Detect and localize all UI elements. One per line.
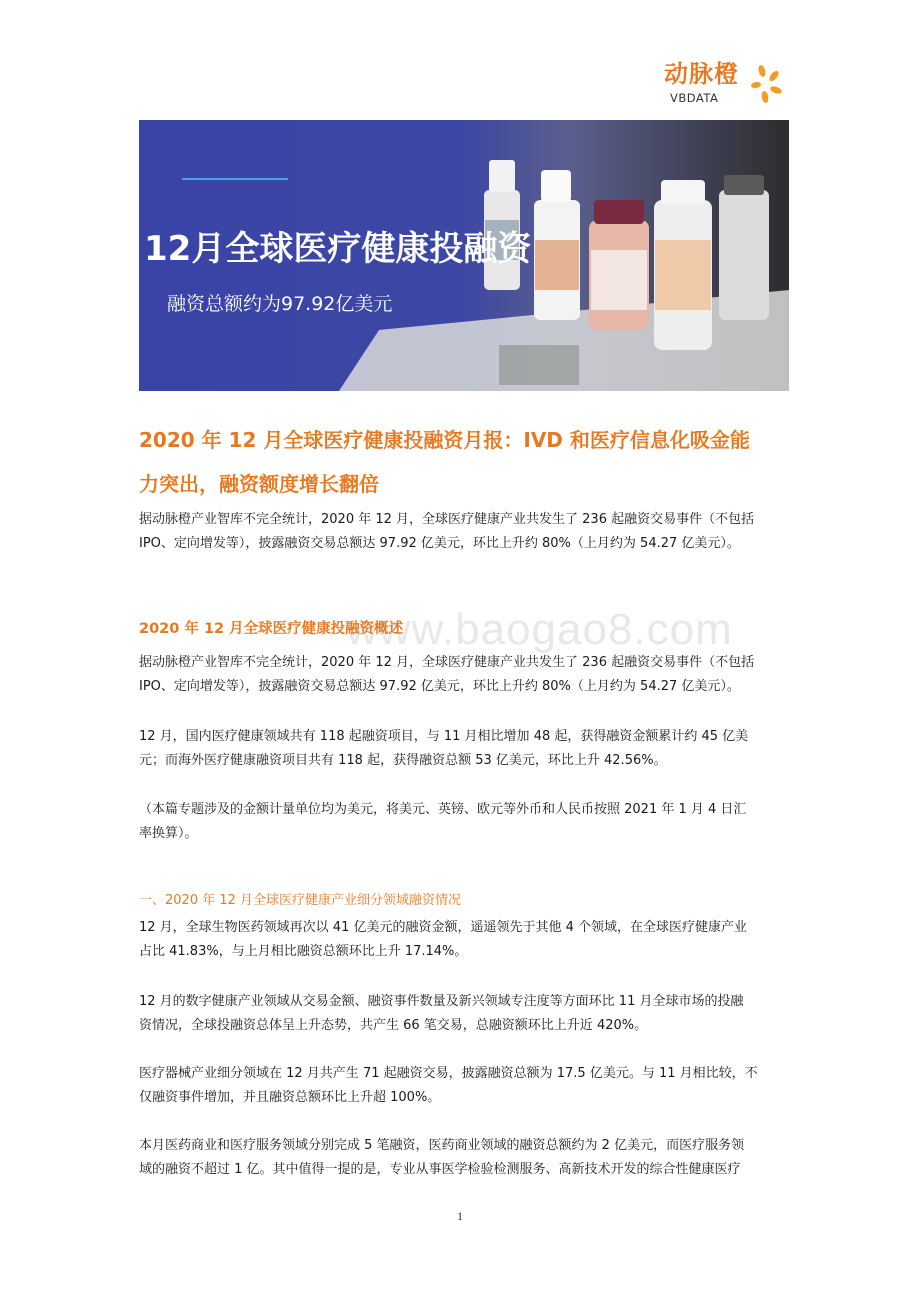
segments-paragraph-4 [139,1134,789,1182]
overview-paragraph-1 [139,651,789,699]
banner-title: 12月全球医疗健康投融资 [144,229,532,269]
text-line: 域的融资不超过 1 亿。其中值得一提的是，专业从事医学检验检测服务、高新技术开发的综合性健康医疗 [139,1162,741,1177]
logo-name: 动脉橙 [664,60,739,88]
segments-paragraph-1 [139,916,789,964]
overview-paragraph-2 [139,725,789,773]
text-line: 本月医药商业和医疗服务领域分别完成 5 笔融资，医药商业领域的融资总额约为 2 亿美元，而医疗服务领 [139,1138,745,1153]
text-line: 仅融资事件增加，并且融资总额环比上升超 100%。 [139,1090,441,1105]
section-heading-segments: 一、2020 年 12 月全球医疗健康产业细分领域融资情况 [139,893,462,908]
banner-image [139,120,789,391]
segments-paragraph-2 [139,990,789,1038]
text-line: IPO、定向增发等），披露融资交易总额达 97.92 亿美元，环比上升约 80%（上月约为 54.27 亿美元）。 [139,536,740,551]
page-number: 1 [457,1209,463,1223]
intro-paragraph [139,508,789,556]
logo-name-en: VBDATA [670,91,719,105]
watermark: www.baogao8.com [346,605,733,654]
report-title-line-1: 2020 年 12 月全球医疗健康投融资月报：IVD 和医疗信息化吸金能 [139,428,750,452]
segments-paragraph-3 [139,1062,789,1110]
text-line: 12 月的数字健康产业领域从交易金额、融资事件数量及新兴领域专注度等方面环比 11 月全球市场的投融 [139,994,744,1009]
section-heading-overview: 2020 年 12 月全球医疗健康投融资概述 [139,621,404,637]
text-line: 率换算）。 [139,826,198,841]
text-line: 元；而海外医疗健康融资项目共有 118 起，获得融资总额 53 亿美元，环比上升 42.56%。 [139,753,667,768]
text-line: IPO、定向增发等），披露融资交易总额达 97.92 亿美元，环比上升约 80%（上月约为 54.27 亿美元）。 [139,679,740,694]
text-line: 12 月，国内医疗健康领域共有 118 起融资项目，与 11 月相比增加 48 起，获得融资金额累计约 45 亿美 [139,729,749,744]
banner-subtitle: 融资总额约为97.92亿美元 [167,293,393,315]
overview-paragraph-3 [139,798,789,846]
report-title-line-2: 力突出，融资额度增长翻倍 [139,472,379,496]
banner-accent-line [182,178,288,180]
logo-petal-icon [750,64,784,104]
text-line: （本篇专题涉及的金额计量单位均为美元，将美元、英镑、欧元等外币和人民币按照 2021 年 1 月 4 日汇 [139,802,747,817]
text-line: 医疗器械产业细分领域在 12 月共产生 71 起融资交易，披露融资总额为 17.5 亿美元。与 11 月相比较，不 [139,1066,758,1081]
text-line: 占比 41.83%，与上月相比融资总额环比上升 17.14%。 [139,944,468,959]
text-line: 资情况，全球投融资总体呈上升态势，共产生 66 笔交易，总融资额环比上升近 420%。 [139,1018,648,1033]
vbdata-logo [664,60,784,110]
text-line: 12 月，全球生物医药领域再次以 41 亿美元的融资金额，遥遥领先于其他 4 个领域，在全球医疗健康产业 [139,920,748,935]
text-line: 据动脉橙产业智库不完全统计，2020 年 12 月，全球医疗健康产业共发生了 236 起融资交易事件（不包括 [139,512,755,527]
text-line: 据动脉橙产业智库不完全统计，2020 年 12 月，全球医疗健康产业共发生了 236 起融资交易事件（不包括 [139,655,755,670]
